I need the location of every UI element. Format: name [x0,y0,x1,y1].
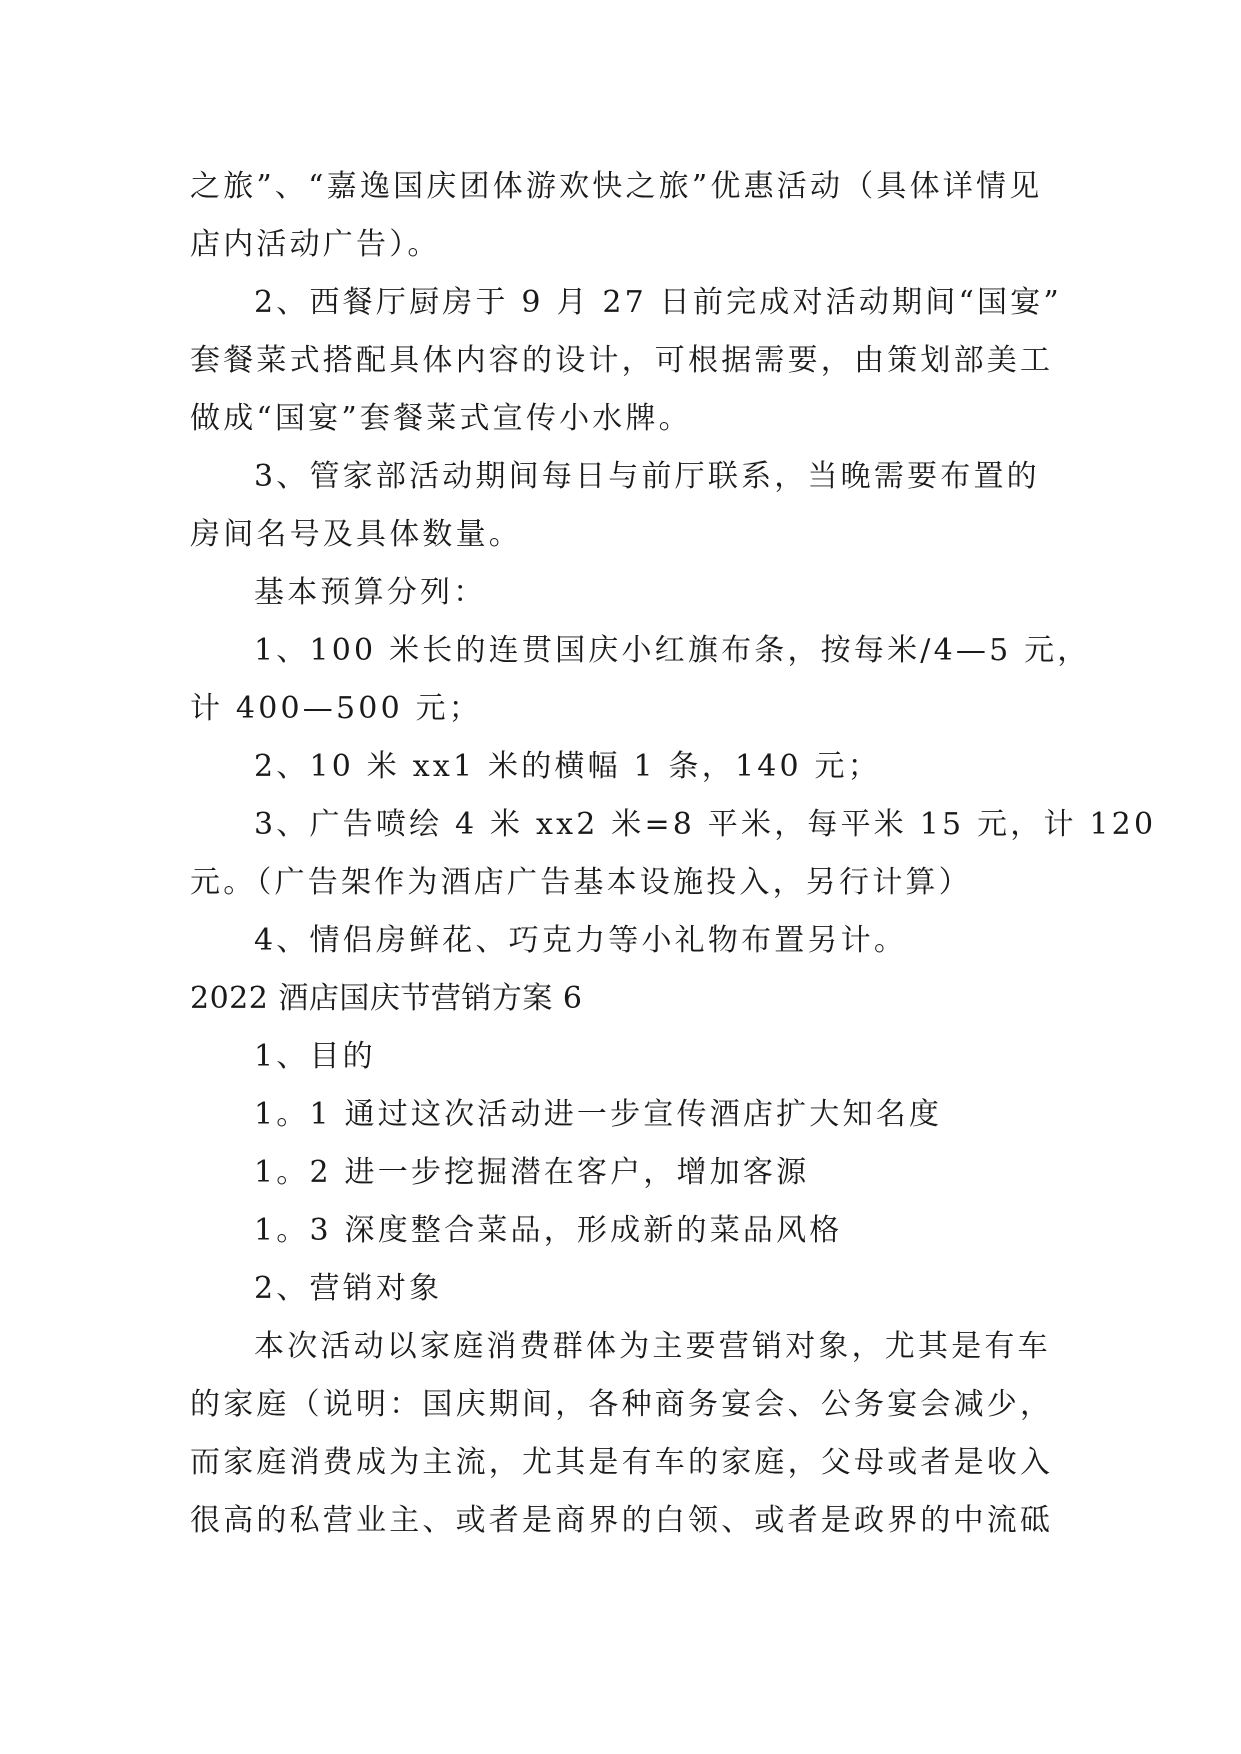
text-line: 1、100 米长的连贯国庆小红旗布条，按每米/4—5 元， [254,633,1091,668]
text-line: 1。2 进一步挖掘潜在客户，增加客源 [254,1155,810,1190]
text-line: 2、营销对象 [254,1271,443,1306]
text-line: 本次活动以家庭消费群体为主要营销对象，尤其是有车 [254,1329,1051,1364]
document-body [190,158,1157,1550]
text-line: 3、管家部活动期间每日与前厅联系，当晚需要布置的 [254,459,1040,494]
text-line: 套餐菜式搭配具体内容的设计，可根据需要，由策划部美工 [190,343,1054,378]
text-line: 计 400—500 元； [190,691,482,726]
section-heading: 2022 酒店国庆节营销方案 6 [190,981,583,1016]
text-line: 3、广告喷绘 4 米 xx2 米=8 平米，每平米 15 元，计 120 [254,807,1157,842]
text-line: 店内活动广告）。 [190,227,441,262]
text-line: 2、10 米 xx1 米的横幅 1 条，140 元； [254,749,881,784]
text-line: 的家庭（说明：国庆期间，各种商务宴会、公务宴会减少， [190,1387,1054,1422]
text-line: 元。（广告架作为酒店广告基本设施投入，另行计算） [190,865,972,900]
text-line: 1、目的 [254,1039,376,1074]
text-line: 4、情侣房鲜花、巧克力等小礼物布置另计。 [254,923,908,958]
text-line: 而家庭消费成为主流，尤其是有车的家庭，父母或者是收入 [190,1445,1054,1480]
text-line: 1。3 深度整合菜品，形成新的菜品风格 [254,1213,843,1248]
text-line: 做成“国宴”套餐菜式宣传小水牌。 [190,401,692,436]
text-line: 2、西餐厅厨房于 9 月 27 日前完成对活动期间“国宴” [254,285,1062,320]
text-line: 很高的私营业主、或者是商界的白领、或者是政界的中流砥 [190,1503,1054,1538]
text-line: 之旅”、“嘉逸国庆团体游欢快之旅”优惠活动（具体详情见 [190,169,1043,204]
text-line: 1。1 通过这次活动进一步宣传酒店扩大知名度 [254,1097,943,1132]
text-line: 房间名号及具体数量。 [190,517,522,552]
text-line: 基本预算分列： [254,575,487,610]
